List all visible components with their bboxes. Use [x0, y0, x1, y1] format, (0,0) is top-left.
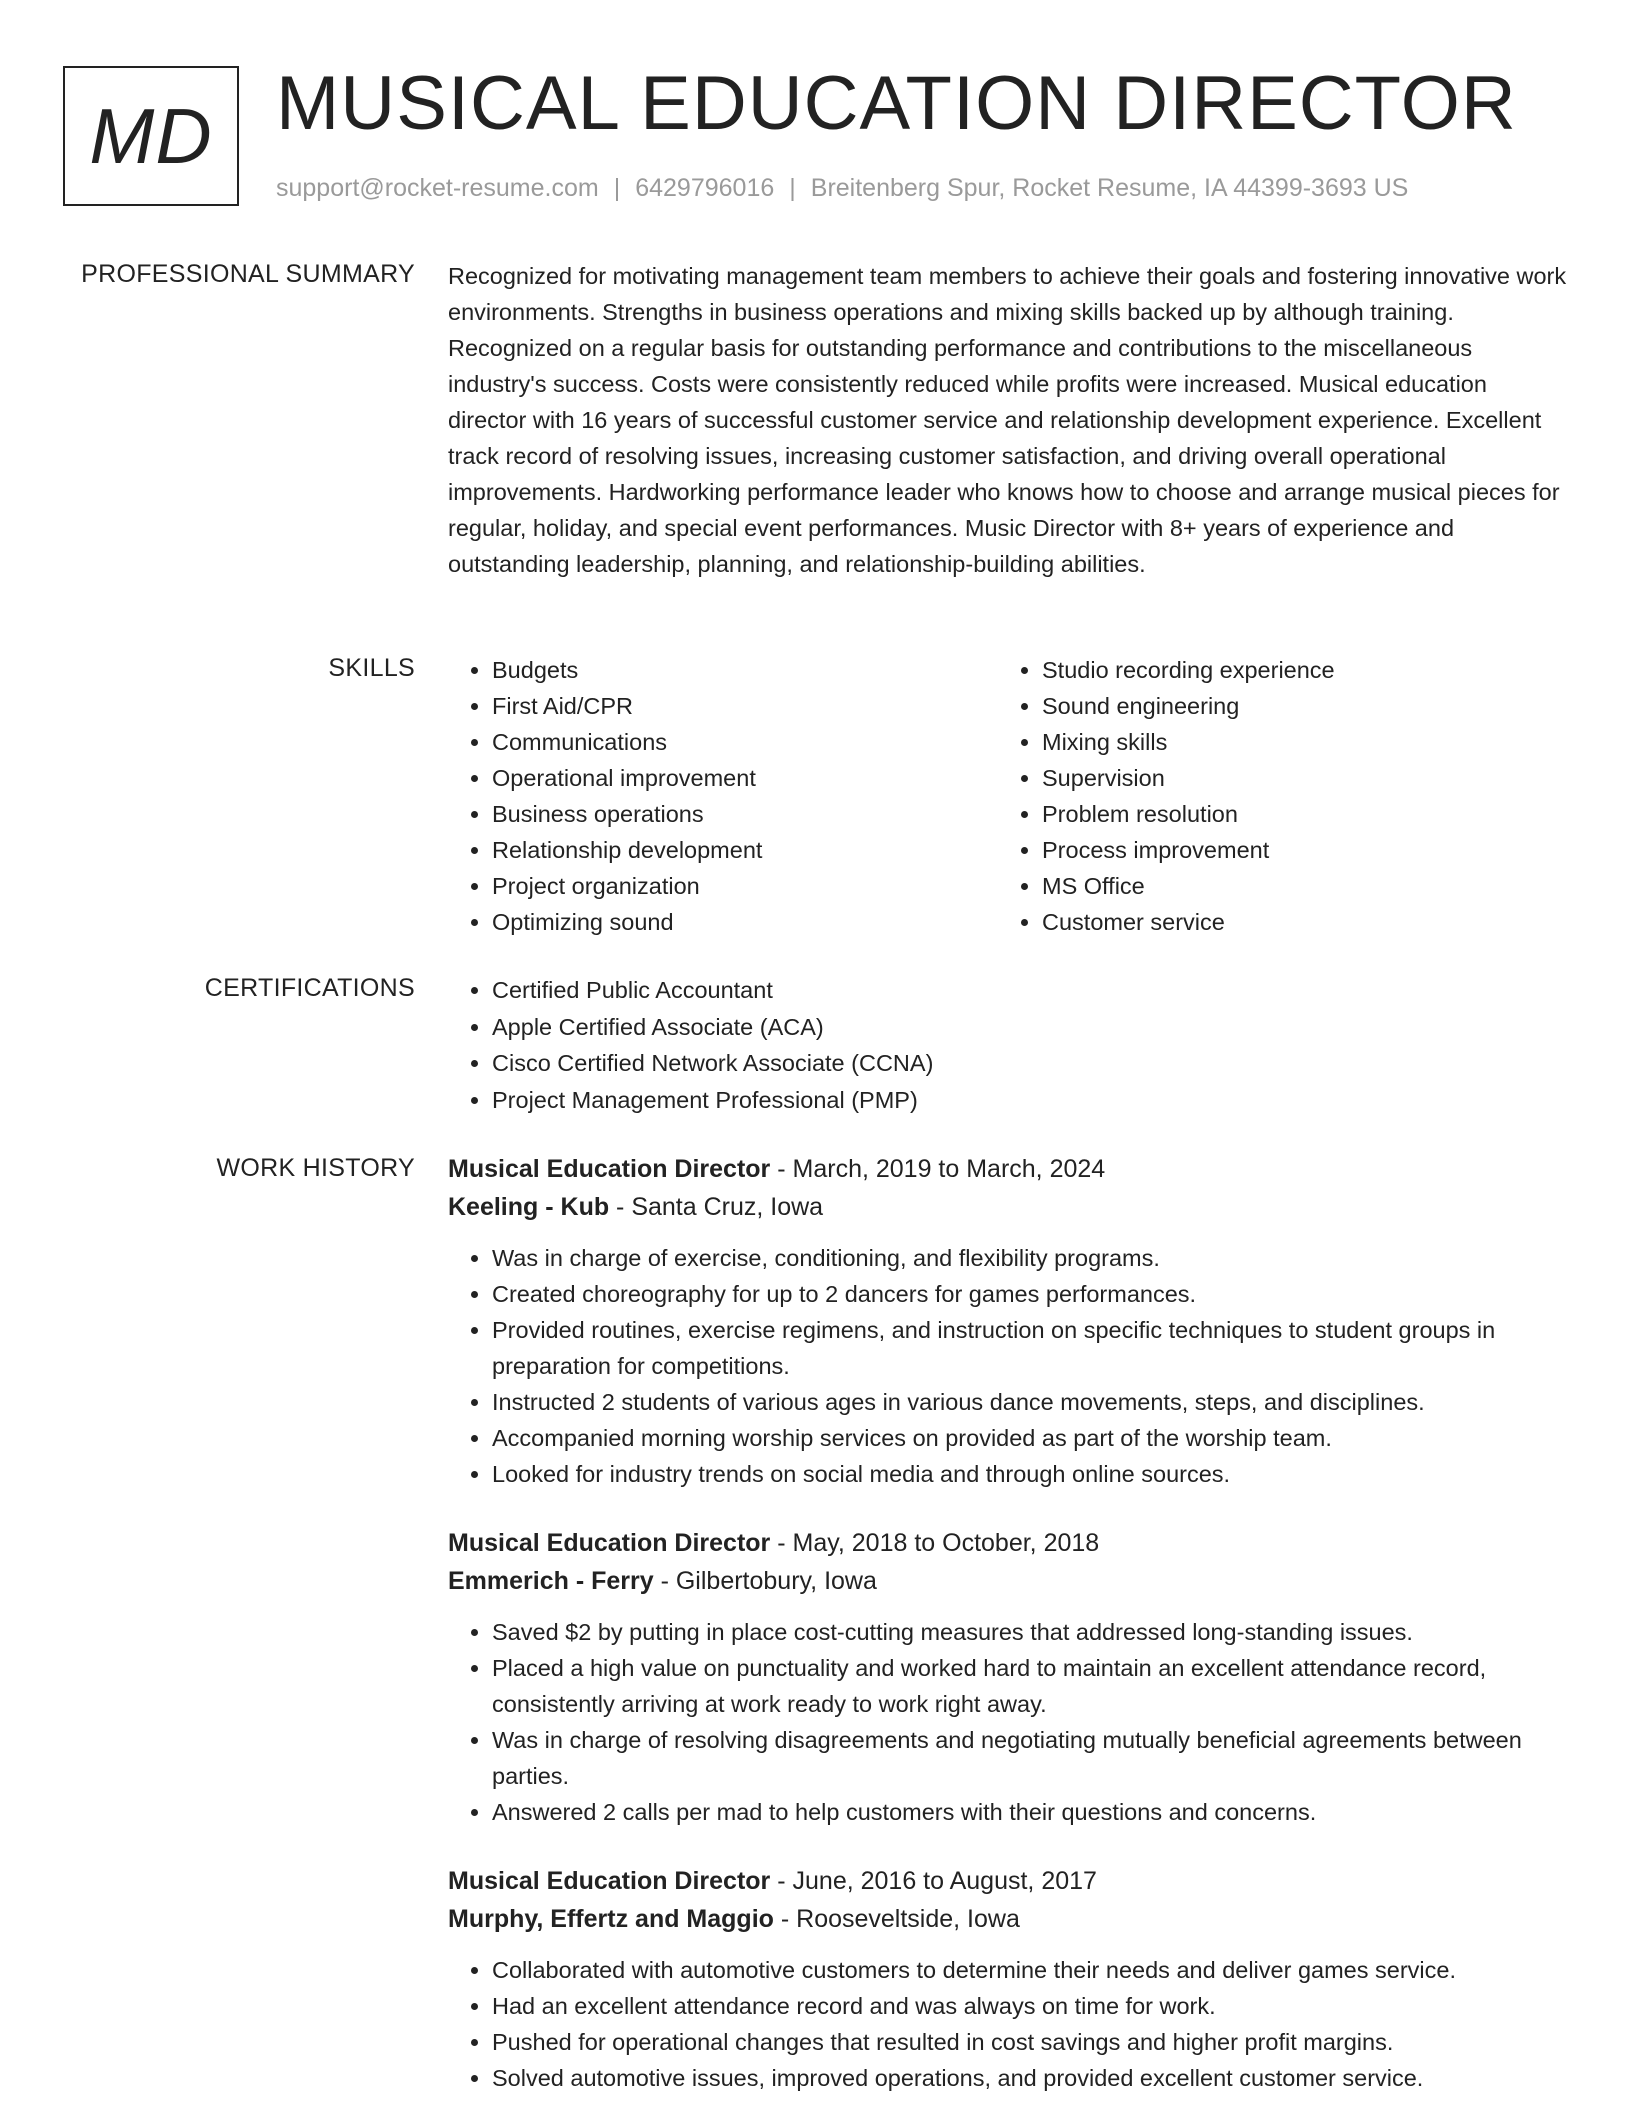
skill-item: • Studio recording experience — [1042, 652, 1548, 688]
certifications-list — [448, 972, 1568, 1118]
skill-item: • Mixing skills — [1042, 724, 1548, 760]
contact-separator: | — [613, 174, 621, 202]
skill-item: • Relationship development — [492, 832, 998, 868]
job-location: - Rooseveltside, Iowa — [773, 1905, 1020, 1933]
skill-item: • MS Office — [1042, 868, 1548, 904]
job-company: Murphy, Effertz and Maggio — [448, 1905, 774, 1933]
job-title: Musical Education Director — [448, 1867, 771, 1895]
job-bullet: • Collaborated with automotive customers to determine their needs and deliver games service. — [492, 1952, 1568, 1988]
contact-separator: | — [789, 174, 796, 202]
job-bullet: • Saved $2 by putting in place cost-cutting measures that addressed long-standing issues. — [492, 1614, 1568, 1650]
job-bullets — [448, 1240, 1568, 1492]
job-location: - Gilbertobury, Iowa — [653, 1567, 877, 1595]
job-dates: - June, 2016 to August, 2017 — [770, 1867, 1097, 1895]
job-company-line — [448, 1562, 1568, 1600]
skills-list-left — [448, 652, 998, 940]
job-bullet: • Solved automotive issues, improved operations, and provided excellent customer service. — [492, 2060, 1568, 2096]
contact-email: support@rocket-resume.com — [276, 174, 599, 202]
skills-heading: SKILLS — [328, 654, 415, 682]
contact-phone: 6429796016 — [635, 174, 775, 202]
job-bullet: • Provided routines, exercise regimens, and instruction on specific techniques to student groups in preparation for competitions. — [492, 1312, 1568, 1384]
skills-columns — [448, 652, 1568, 940]
job-bullet: • Placed a high value on punctuality and worked hard to maintain an excellent attendance record, consistently arriving at work ready to work right away. — [492, 1650, 1568, 1722]
job-company-line — [448, 1188, 1568, 1226]
job-bullet: • Answered 2 calls per mad to help customers with their questions and concerns. — [492, 1794, 1568, 1830]
skill-item: • Process improvement — [1042, 832, 1548, 868]
skill-item: • Optimizing sound — [492, 904, 998, 940]
work-history-heading: WORK HISTORY — [216, 1154, 415, 1182]
job-title: Musical Education Director — [448, 1529, 771, 1557]
summary-text: Recognized for motivating management team members to achieve their goals and fostering innovative work environments. Strengths in business operations and mixing skills backed up by although training. Recognized on a regular basis for outstanding performance and contributions to the miscellaneous industry's success. Costs were consistently reduced while profits were increased. Musical education director with 16 years of successful customer service and relationship development experience. Excellent track record of resolving issues, increasing customer satisfaction, and driving overall operational improvements. Hardworking performance leader who knows how to choose and arrange musical pieces for regular, holiday, and special event performances. Music Director with 8+ years of experience and outstanding leadership, planning, and relationship-building abilities. — [448, 263, 1567, 577]
job-bullet: • Was in charge of exercise, conditioning, and flexibility programs. — [492, 1240, 1568, 1276]
summary-heading: PROFESSIONAL SUMMARY — [81, 260, 415, 288]
certifications-heading: CERTIFICATIONS — [204, 974, 415, 1002]
certification-item: • Project Management Professional (PMP) — [492, 1082, 1568, 1119]
resume-title: MUSICAL EDUCATION DIRECTOR — [276, 61, 1517, 146]
job-bullet: • Pushed for operational changes that resulted in cost savings and higher profit margins. — [492, 2024, 1568, 2060]
skill-item: • Business operations — [492, 796, 998, 832]
job-title-line — [448, 1150, 1568, 1188]
skill-item: • Sound engineering — [1042, 688, 1548, 724]
certification-item: • Certified Public Accountant — [492, 972, 1568, 1009]
skill-item: • Customer service — [1042, 904, 1548, 940]
job-bullet: • Instructed 2 students of various ages in various dance movements, steps, and disciplines. — [492, 1384, 1568, 1420]
job-bullet: • Was in charge of resolving disagreements and negotiating mutually beneficial agreements between parties. — [492, 1722, 1568, 1794]
job-bullet: • Looked for industry trends on social media and through online sources. — [492, 1456, 1568, 1492]
job-location: - Santa Cruz, Iowa — [609, 1193, 824, 1221]
contact-address: Breitenberg Spur, Rocket Resume, IA 44399-3693 US — [810, 174, 1409, 202]
job-entry — [448, 1150, 1568, 1492]
job-dates: - May, 2018 to October, 2018 — [770, 1529, 1100, 1557]
certification-item: • Cisco Certified Network Associate (CCNA) — [492, 1045, 1568, 1082]
job-company-line — [448, 1900, 1568, 1938]
job-title-line — [448, 1524, 1568, 1562]
certifications-body — [448, 972, 1568, 1118]
skill-item: • Budgets — [492, 652, 998, 688]
job-bullet: • Created choreography for up to 2 dancers for games performances. — [492, 1276, 1568, 1312]
job-title-line — [448, 1862, 1568, 1900]
work-history-body — [448, 1150, 1568, 2116]
skill-item: • Operational improvement — [492, 760, 998, 796]
skill-item: • Problem resolution — [1042, 796, 1548, 832]
monogram-initials: MD — [63, 66, 239, 206]
contact-line — [276, 174, 1408, 203]
job-company: Emmerich - Ferry — [448, 1567, 654, 1595]
skill-item: • First Aid/CPR — [492, 688, 998, 724]
job-company: Keeling - Kub — [448, 1193, 610, 1221]
job-entry — [448, 1524, 1568, 1830]
skill-item: • Supervision — [1042, 760, 1548, 796]
job-bullets — [448, 1614, 1568, 1830]
resume-header — [63, 61, 1583, 212]
job-bullet: • Had an excellent attendance record and was always on time for work. — [492, 1988, 1568, 2024]
skill-item: • Communications — [492, 724, 998, 760]
skill-item: • Project organization — [492, 868, 998, 904]
certification-item: • Apple Certified Associate (ACA) — [492, 1009, 1568, 1046]
job-bullet: • Accompanied morning worship services on provided as part of the worship team. — [492, 1420, 1568, 1456]
job-bullets — [448, 1952, 1568, 2096]
job-dates: - March, 2019 to March, 2024 — [770, 1155, 1106, 1183]
skills-list-right — [998, 652, 1548, 940]
job-title: Musical Education Director — [448, 1155, 771, 1183]
job-entry — [448, 1862, 1568, 2096]
